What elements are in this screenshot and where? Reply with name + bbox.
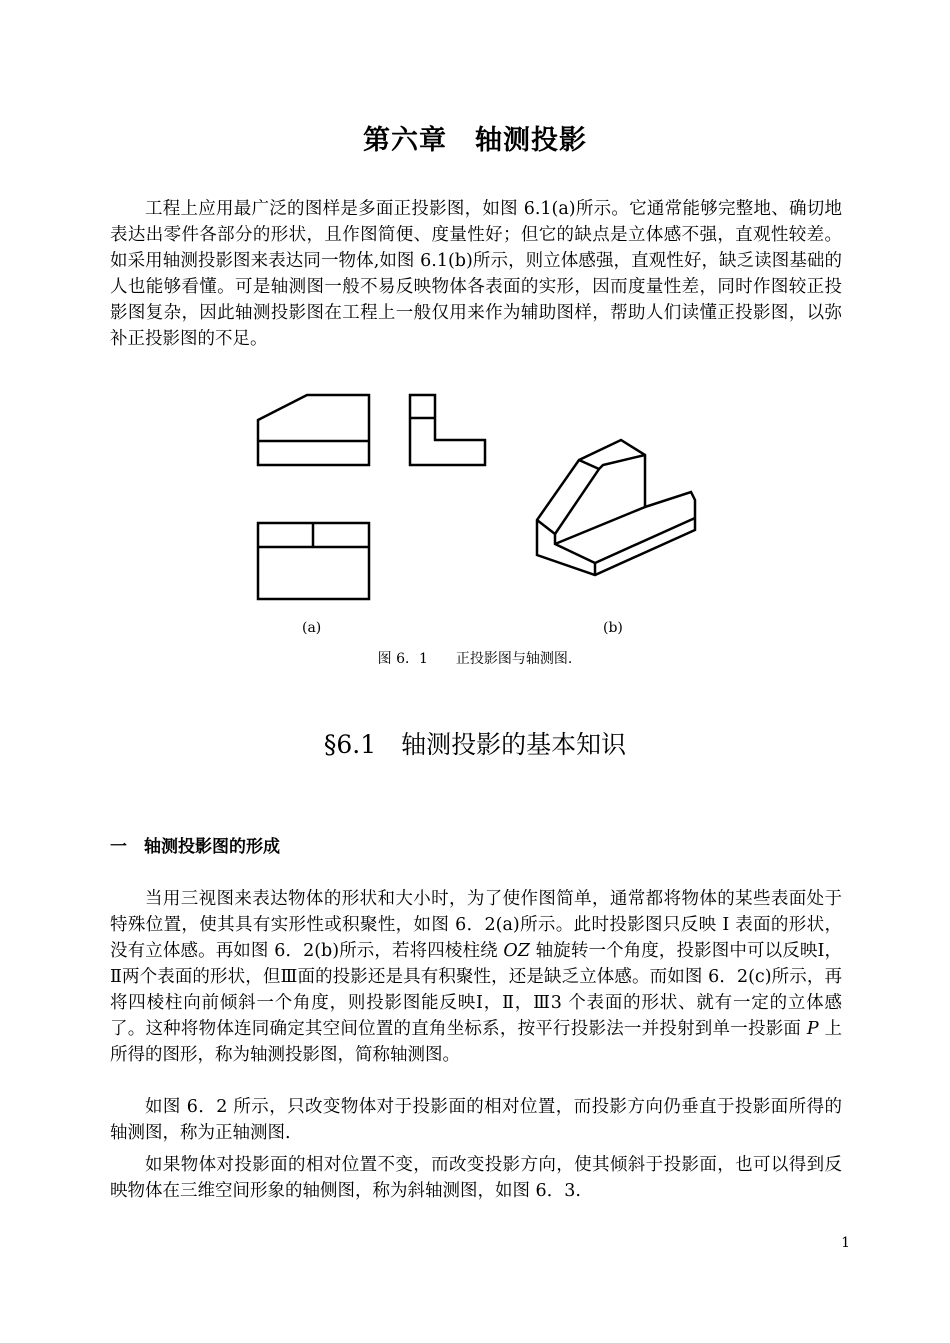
- page-number: 1: [841, 1235, 850, 1251]
- figure-6-1: [0, 385, 950, 675]
- p1-text-1: 当用三视图来表达物体的形状和大小时，为了使作图简单，通常都将物体的某些表面处于特殊位置，使其具有实形性或积聚性，如图 6．2(a)所示。此时投影图只反映 I 表面的形状，没有立体感。再如图 6．2(b)所示，若将四棱柱绕: [110, 889, 842, 961]
- intro-paragraph: 工程上应用最广泛的图样是多面正投影图，如图 6.1(a)所示。它通常能够完整地、确切地表达出零件各部分的形状，且作图简便、度量性好；但它的缺点是立体感不强，直观性较差。如采用轴测投影图来表达同一物体,如图 6.1(b)所示，则立体感强，直观性好，缺乏读图基础的人也能够看懂。可是轴测图一般不易反映物体各表面的实形，因而度量性差，同时作图较正投影图复杂，因此轴测投影图在工程上一般仅用来作为辅助图样，帮助人们读懂正投影图，以弥补正投影图的不足。: [110, 199, 842, 349]
- body-paragraph-1: [110, 886, 842, 1068]
- body-paragraph-3: 如果物体对投影面的相对位置不变，而改变投影方向，使其倾斜于投影面，也可以得到反映物体在三维空间形象的轴侧图，称为斜轴测图，如图 6．3.: [110, 1155, 842, 1201]
- chapter-title: 第六章 轴测投影: [363, 125, 587, 156]
- oz-axis-label: OZ: [503, 941, 530, 961]
- isometric-view: [537, 440, 695, 575]
- top-view: [258, 523, 369, 599]
- plane-p-label: P: [806, 1019, 819, 1039]
- figure-label-a: (a): [302, 620, 322, 636]
- subsection-title: 一 轴测投影图的形成: [110, 837, 280, 857]
- figure-label-b: (b): [603, 620, 623, 636]
- section-title: §6.1 轴测投影的基本知识: [323, 730, 627, 759]
- body-paragraph-2: 如图 6．2 所示，只改变物体对于投影面的相对位置，而投影方向仍垂直于投影面所得的轴测图，称为正轴测图.: [110, 1097, 842, 1143]
- figure-caption: 图 6．1 正投影图与轴测图.: [377, 651, 573, 667]
- p1-text-3: 上所得的图形，称为轴测投影图，简称轴测图。: [110, 1019, 842, 1065]
- side-view: [410, 395, 485, 465]
- p1-text-2: 轴旋转一个角度，投影图中可以反映Ⅰ，Ⅱ两个表面的形状，但Ⅲ面的投影还是具有积聚性，还是缺乏立体感。而如图 6．2(c)所示，再将四棱柱向前倾斜一个角度，则投影图能反映Ⅰ，Ⅱ，Ⅲ3 个表面的形状、就有一定的立体感了。这种将物体连同确定其空间位置的直角坐标系，按平行投影法一并投射到单一投影面: [110, 941, 842, 1039]
- front-view: [258, 395, 369, 465]
- figure-drawing: [0, 385, 950, 675]
